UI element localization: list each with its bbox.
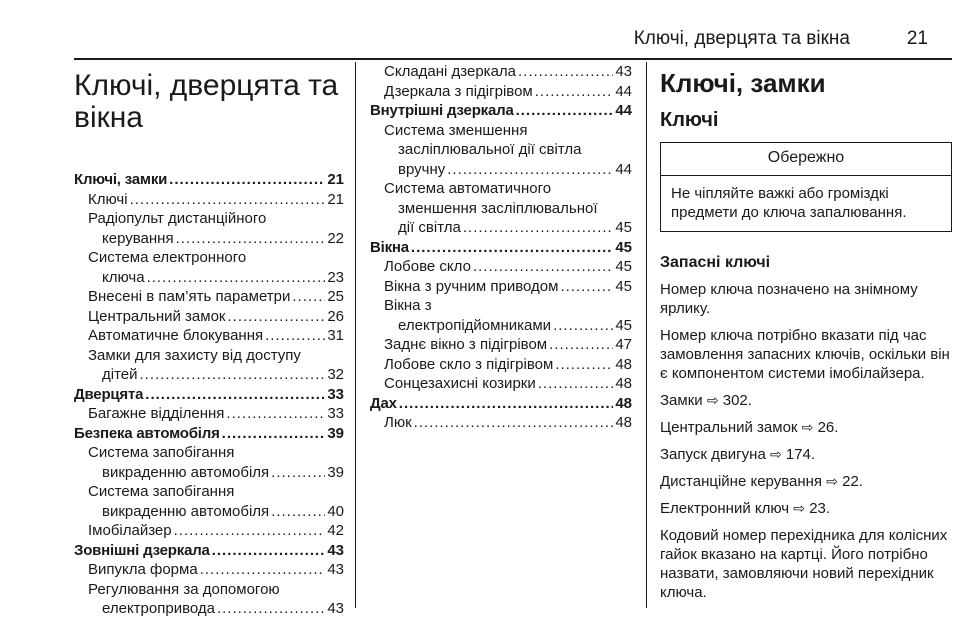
toc-entry[interactable] <box>74 541 344 561</box>
toc-leader-dots <box>217 599 325 619</box>
toc-entry[interactable] <box>370 160 632 180</box>
toc-entry-page: 40 <box>327 502 344 520</box>
chapter-title-line-1: Ключі, дверцята та <box>74 69 339 102</box>
toc-entry-page: 45 <box>615 238 632 256</box>
toc-leader-dots <box>463 218 613 238</box>
toc-entry-page: 45 <box>615 277 632 295</box>
toc-entry-label: вручну <box>398 160 446 178</box>
toc-entry-page: 42 <box>327 522 344 539</box>
toc-entry[interactable] <box>74 443 344 463</box>
toc-entry-label: Лобове скло <box>384 258 471 275</box>
page-header <box>0 28 960 58</box>
arrow-right-icon: ⇨ <box>793 500 806 516</box>
toc-leader-dots <box>518 62 613 82</box>
toc-leader-dots <box>271 463 325 483</box>
toc-leader-dots <box>399 394 614 414</box>
toc-entry-label: Регулювання за допомогою <box>88 580 280 598</box>
toc-entry-page: 43 <box>327 541 344 559</box>
warning-body: Не чіпляйте важкі або громіздкі предмети до ключа запалювання. <box>671 185 907 221</box>
toc-entry-page: 44 <box>615 160 632 178</box>
toc-entry-label: Лобове скло з підігрівом <box>384 355 554 373</box>
cross-references <box>660 391 954 518</box>
header-rule <box>74 58 952 60</box>
toc-leader-dots <box>535 82 614 102</box>
toc-entry-page: 39 <box>327 424 344 442</box>
section-subtitle: Ключі <box>660 109 719 131</box>
toc-entry-label: Центральний замок <box>88 307 226 325</box>
toc-leader-dots <box>228 307 326 327</box>
toc-leader-dots <box>147 268 326 288</box>
toc-entry[interactable] <box>370 179 632 199</box>
toc-entry-page: 48 <box>615 394 632 412</box>
toc-entry[interactable] <box>74 209 344 229</box>
toc-entry[interactable] <box>74 599 344 619</box>
toc-entry-page: 25 <box>327 288 344 305</box>
toc-entry[interactable] <box>370 62 632 82</box>
toc-leader-dots <box>473 257 613 277</box>
toc-entry-page: 48 <box>615 355 632 373</box>
cross-reference-label: Замки <box>660 392 703 409</box>
toc-entry[interactable] <box>74 482 344 502</box>
section-title: Ключі, замки <box>660 68 826 98</box>
toc-entry-label: Система запобігання <box>88 483 235 500</box>
toc-entry-label: Складані дзеркала <box>384 63 517 80</box>
toc-entry-page: 31 <box>327 327 344 344</box>
chapter-title <box>74 70 344 134</box>
toc-entry[interactable] <box>74 268 344 288</box>
toc-entry-page: 48 <box>615 414 632 431</box>
cross-reference-page: 23. <box>809 500 831 517</box>
toc-entry-label: Імобілайзер <box>88 522 172 539</box>
toc-entry-label: Зовнішні дзеркала <box>74 541 210 559</box>
toc-entry[interactable] <box>370 355 632 375</box>
toc-entry-label: Система автоматичного <box>384 180 552 197</box>
toc-entry-page: 47 <box>615 336 632 353</box>
toc-entry-label: Ключі, замки <box>74 171 168 188</box>
column-divider-1 <box>355 62 356 608</box>
toc-entry-page: 26 <box>327 307 344 325</box>
toc-entry-label: ключа <box>102 268 145 286</box>
toc-entry-label: зменшення засліплювальної <box>398 199 598 217</box>
toc-leader-dots <box>538 374 614 394</box>
toc-entry[interactable] <box>370 296 632 316</box>
toc-entry[interactable] <box>74 580 344 600</box>
toc-list-2 <box>370 62 632 433</box>
toc-entry-page: 45 <box>615 258 632 275</box>
toc-entry[interactable] <box>74 248 344 268</box>
toc-entry-label: Внутрішні дзеркала <box>370 102 514 119</box>
toc-entry[interactable] <box>74 170 344 190</box>
toc-leader-dots <box>174 521 326 541</box>
cross-reference-label: Запуск двигуна <box>660 446 766 463</box>
toc-entry[interactable] <box>74 307 344 327</box>
content-column <box>660 62 954 610</box>
toc-entry-label: Радіопульт дистанційного <box>88 210 267 227</box>
toc-entry-label: Багажне відділення <box>88 405 225 422</box>
toc-leader-dots <box>212 541 326 561</box>
toc-entry[interactable] <box>74 521 344 541</box>
cross-reference[interactable] <box>660 472 954 491</box>
toc-entry-page: 23 <box>327 268 344 286</box>
toc-entry[interactable] <box>370 199 632 219</box>
toc-leader-dots <box>447 160 613 180</box>
toc-entry-page: 48 <box>615 375 632 392</box>
paragraph-key-number: Номер ключа позначено на знімному ярлику. <box>660 281 918 317</box>
toc-entry-label: викраденню автомобіля <box>102 463 270 481</box>
toc-entry-page: 45 <box>615 219 632 236</box>
toc-entry-label: Сонцезахисні козирки <box>384 375 536 392</box>
toc-entry-page: 32 <box>327 366 344 383</box>
toc-entry-label: Дзеркала з підігрівом <box>384 82 533 100</box>
toc-entry-page: 21 <box>327 171 344 188</box>
toc-entry-label: Ключі <box>88 190 128 208</box>
toc-entry-label: Вікна з ручним приводом <box>384 277 559 295</box>
running-title: Ключі, дверцята та вікна <box>633 28 850 49</box>
toc-entry[interactable] <box>370 374 632 394</box>
cross-reference[interactable] <box>660 418 954 437</box>
toc-entry-page: 33 <box>327 385 344 403</box>
cross-reference-label: Електронний ключ <box>660 500 790 517</box>
toc-leader-dots <box>271 502 325 522</box>
toc-entry-label: дітей <box>102 366 138 383</box>
toc-entry[interactable] <box>74 463 344 483</box>
toc-entry[interactable] <box>74 502 344 522</box>
toc-entry[interactable] <box>74 560 344 580</box>
cross-reference-page: 302. <box>722 392 752 409</box>
toc-leader-dots <box>130 190 326 210</box>
toc-entry-label: Заднє вікно з підігрівом <box>384 336 548 353</box>
toc-entry[interactable] <box>74 229 344 249</box>
cross-reference-page: 26. <box>817 419 839 436</box>
toc-leader-dots <box>222 424 326 444</box>
toc-entry-label: Автоматичне блокування <box>88 327 264 344</box>
toc-entry[interactable] <box>370 394 632 414</box>
toc-list-1 <box>74 170 344 619</box>
paragraph-wheel-nut-adapter: Кодовий номер перехідника для колісних гайок вказано на картці. Його потрібно назвати, замовляючи новий перехідник ключа. <box>660 527 948 601</box>
toc-leader-dots <box>553 316 613 336</box>
toc-entry[interactable] <box>370 335 632 355</box>
toc-leader-dots <box>560 277 613 297</box>
toc-entry-page: 45 <box>615 316 632 334</box>
spare-keys-heading: Запасні ключі <box>660 254 771 271</box>
toc-leader-dots <box>411 238 613 258</box>
toc-entry-page: 43 <box>327 600 344 617</box>
toc-entry[interactable] <box>370 101 632 121</box>
arrow-right-icon: ⇨ <box>801 419 814 435</box>
toc-leader-dots <box>414 413 614 433</box>
toc-leader-dots <box>549 335 613 355</box>
toc-entry-page: 39 <box>327 463 344 481</box>
toc-entry-label: Внесені в пам’ять параметри <box>88 288 291 305</box>
toc-entry[interactable] <box>74 404 344 424</box>
toc-entry-label: дії світла <box>398 219 461 236</box>
cross-reference-label: Центральний замок <box>660 419 798 436</box>
toc-entry[interactable] <box>74 190 344 210</box>
toc-entry[interactable] <box>74 385 344 405</box>
toc-entry-label: засліплювальної дії світла <box>398 141 582 158</box>
toc-entry-label: Замки для захисту від доступу <box>88 346 301 364</box>
toc-entry[interactable] <box>370 277 632 297</box>
arrow-right-icon: ⇨ <box>706 392 719 408</box>
toc-entry[interactable] <box>370 140 632 160</box>
toc-leader-dots <box>516 101 614 121</box>
toc-entry-label: керування <box>102 229 174 247</box>
toc-entry-page: 43 <box>615 63 632 80</box>
cross-reference[interactable] <box>660 499 954 518</box>
toc-entry-label: Вікна <box>370 238 409 256</box>
toc-entry-page: 44 <box>615 102 632 119</box>
toc-entry[interactable] <box>74 346 344 366</box>
toc-leader-dots <box>145 385 325 405</box>
toc-leader-dots <box>140 365 326 385</box>
toc-entry[interactable] <box>74 424 344 444</box>
toc-entry-label: електропідйомниками <box>398 316 552 334</box>
toc-entry-page: 21 <box>327 190 344 208</box>
toc-entry-label: Система запобігання <box>88 444 235 461</box>
toc-entry-label: Люк <box>384 414 412 431</box>
toc-column-1 <box>74 62 344 619</box>
warning-heading: Обережно <box>661 143 951 176</box>
toc-entry[interactable] <box>370 82 632 102</box>
toc-entry[interactable] <box>370 238 632 258</box>
toc-leader-dots <box>226 404 325 424</box>
arrow-right-icon: ⇨ <box>769 446 782 462</box>
toc-entry-label: електропривода <box>102 600 215 617</box>
toc-entry[interactable] <box>370 413 632 433</box>
cross-reference-page: 174. <box>785 446 816 463</box>
toc-entry-label: Дах <box>370 394 397 412</box>
paragraph-key-order: Номер ключа потрібно вказати під час замовлення запасних ключів, оскільки він є компонентом системи імобілайзера. <box>660 327 950 382</box>
toc-leader-dots <box>265 326 325 346</box>
toc-entry-label: викраденню автомобіля <box>102 502 270 520</box>
toc-entry[interactable] <box>370 257 632 277</box>
toc-entry-page: 44 <box>615 82 632 100</box>
toc-entry-label: Система електронного <box>88 249 247 266</box>
toc-entry[interactable] <box>74 365 344 385</box>
toc-entry-label: Безпека автомобіля <box>74 424 220 442</box>
toc-entry-page: 43 <box>327 561 344 578</box>
chapter-title-line-2: вікна <box>74 101 143 134</box>
cross-reference[interactable] <box>660 445 954 464</box>
toc-entry-label: Вікна з <box>384 297 432 314</box>
toc-entry[interactable] <box>370 218 632 238</box>
toc-entry-page: 33 <box>327 405 344 422</box>
toc-entry[interactable] <box>74 287 344 307</box>
page-number: 21 <box>906 28 928 49</box>
arrow-right-icon: ⇨ <box>826 473 838 489</box>
cross-reference[interactable] <box>660 391 954 410</box>
toc-entry[interactable] <box>370 121 632 141</box>
column-divider-2 <box>646 62 647 608</box>
toc-entry-label: Дверцята <box>74 385 144 403</box>
warning-box <box>660 142 952 232</box>
toc-leader-dots <box>176 229 326 249</box>
toc-leader-dots <box>200 560 326 580</box>
cross-reference-label: Дистанційне керування <box>660 473 823 490</box>
toc-leader-dots <box>292 287 325 307</box>
toc-entry-label: Система зменшення <box>384 121 528 139</box>
toc-leader-dots <box>169 170 325 190</box>
cross-reference-page: 22. <box>842 473 863 490</box>
toc-entry-label: Випукла форма <box>88 561 198 578</box>
toc-entry-page: 22 <box>327 229 344 247</box>
toc-entry[interactable] <box>370 316 632 336</box>
toc-entry[interactable] <box>74 326 344 346</box>
toc-leader-dots <box>555 355 613 375</box>
toc-column-2 <box>370 62 632 433</box>
